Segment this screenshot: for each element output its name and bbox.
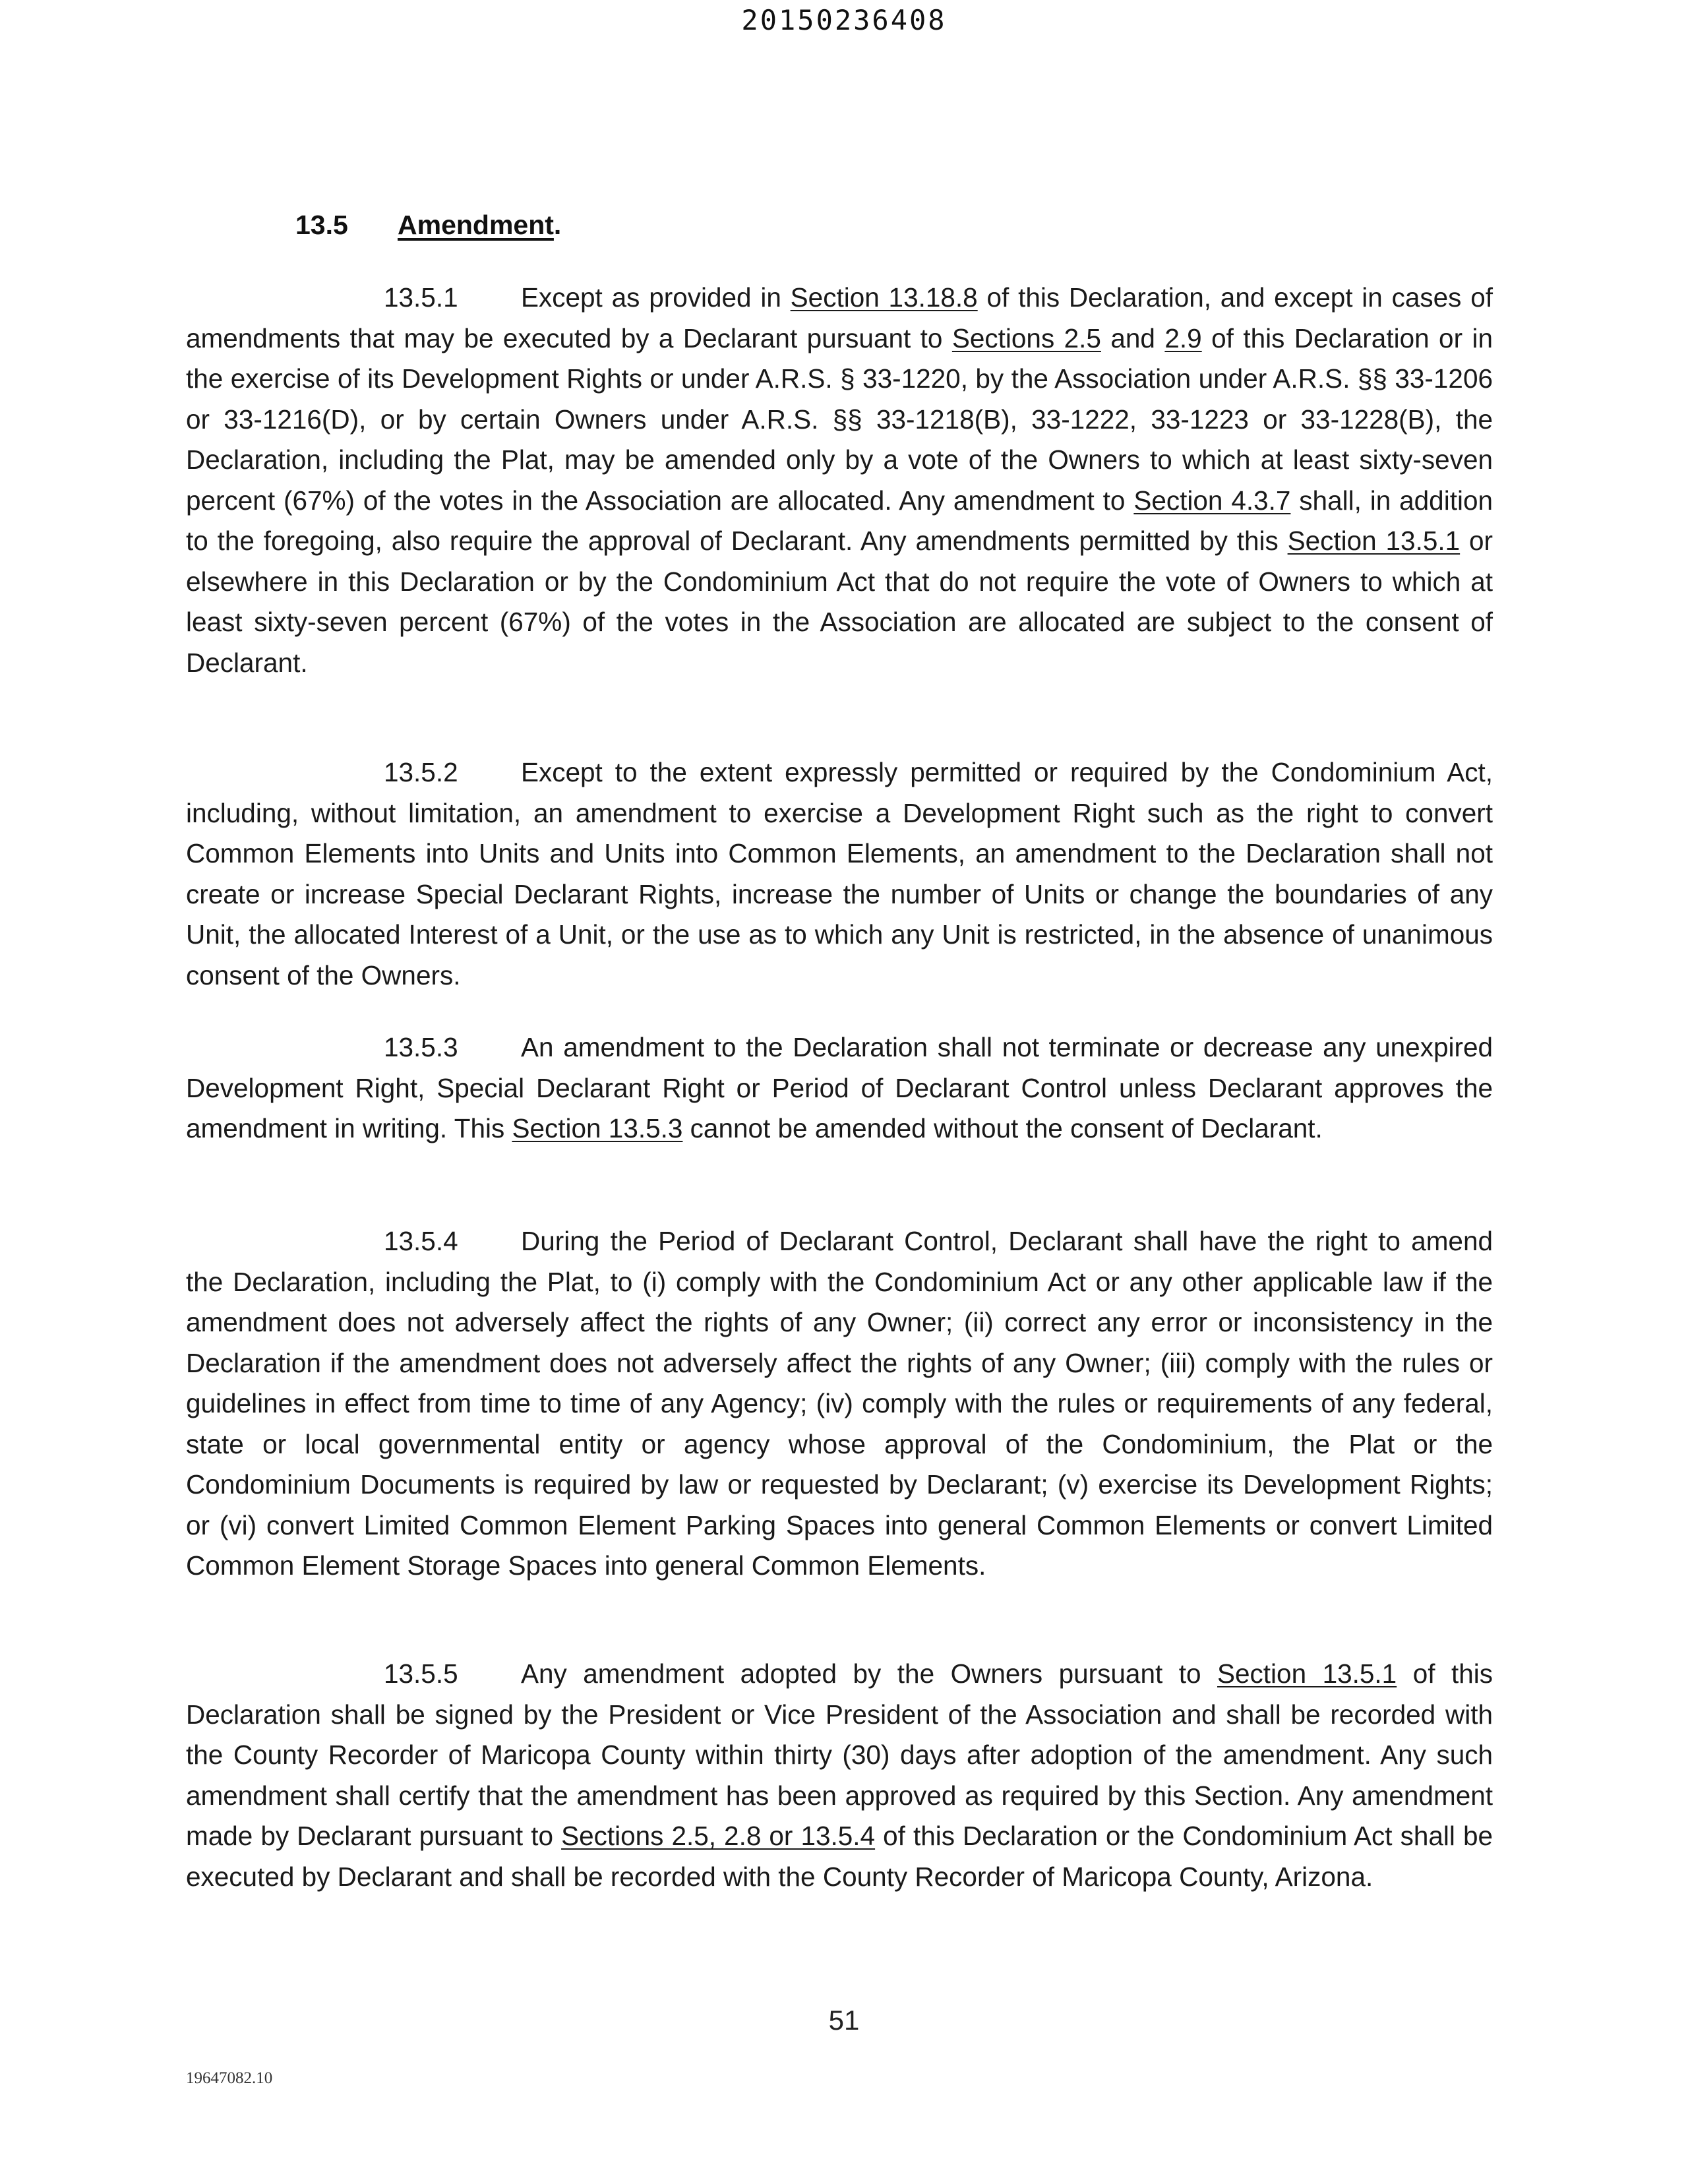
paragraph-number: 13.5.4	[384, 1226, 458, 1256]
paragraph-text: Except to the extent expressly permitted or required by the Condominium Act, including, without limitation, an amendment to exercise a Development Right such as the right to convert Common Elements into Units and Units into Common Elements, an amendment to the Declaration shall not create or increase Special Declarant Rights, increase the number of Units or change the boundaries of any Unit, the allocated Interest of a Unit, or the use as to which any Unit is restricted, in the absence of unanimous consent of the Owners.	[186, 757, 1493, 990]
paragraph-text: Except as provided in	[521, 282, 791, 313]
paragraph-13-5-5	[186, 1654, 1493, 1897]
paragraph-13-5-1	[186, 278, 1493, 683]
paragraph-text: or elsewhere in this Declaration or by the Condominium Act that do not require the vote of Owners to which at least sixty-seven percent (67%) of the votes in the Association are allocated are subject to the consent of Declarant.	[186, 526, 1493, 678]
paragraph-text: of this Declaration or in the exercise of its Development Rights or under A.R.S. § 33-1220, by the Association under A.R.S. §§ 33-1206 or 33-1216(D), or by certain Owners under A.R.S. §§ 33-1218(B), 33-1222, 33-1223 or 33-1228(B), the Declaration, including the Plat, may be amended only by a vote of the Owners to which at least sixty-seven percent (67%) of the votes in the Association are allocated. Any amendment to	[186, 322, 1493, 516]
section-title: Amendment	[398, 210, 554, 240]
section-reference: Section 13.5.1	[1287, 526, 1461, 556]
section-reference: 2.9	[1164, 322, 1202, 353]
paragraph-number: 13.5.1	[384, 282, 458, 313]
paragraph-text: of this Declaration, and except in cases of amendments that may be executed by a Declarant pursuant to	[186, 282, 1493, 353]
paragraph-number: 13.5.3	[384, 1032, 458, 1062]
paragraph-13-5-2	[186, 752, 1493, 996]
section-reference: Sections 2.5	[951, 322, 1101, 353]
paragraph-text: An amendment to the Declaration shall not terminate or decrease any unexpired Development Right, Special Declarant Right or Period of Declarant Control unless Declarant approves the amendment in writing. This	[186, 1032, 1493, 1143]
paragraph-text: During the Period of Declarant Control, Declarant shall have the right to amend the Declaration, including the Plat, to (i) comply with the Condominium Act or any other applicable law if the amendment does not adversely affect the rights of any Owner; (ii) correct any error or inconsistency in the Declaration if the amendment does not adversely affect the rights of any Owner; (iii) comply with the rules or guidelines in effect from time to time of any Agency; (iv) comply with the rules or requirements of any federal, state or local governmental entity or agency whose approval of the Condominium, the Plat or the Condominium Documents is required by law or requested by Declarant; (v) exercise its Development Rights; or (vi) convert Limited Common Element Parking Spaces into general Common Elements or convert Limited Common Element Storage Spaces into general Common Elements.	[186, 1226, 1493, 1581]
paragraph-text: cannot be amended without the consent of Declarant.	[682, 1113, 1323, 1143]
page-number: 51	[828, 2005, 860, 2036]
paragraph-text: of this Declaration or the Condominium Act shall be executed by Declarant and shall be recorded with the County Recorder of Maricopa County, Arizona.	[186, 1821, 1493, 1892]
section-reference: Section 13.5.3	[512, 1113, 683, 1143]
recording-number: 20150236408	[741, 4, 947, 36]
paragraph-text: shall, in addition to the foregoing, also require the approval of Declarant. Any amendments permitted by this	[186, 485, 1493, 556]
section-reference: Section 4.3.7	[1133, 485, 1291, 516]
paragraph-number: 13.5.5	[384, 1658, 458, 1689]
paragraph-text: and	[1100, 322, 1165, 353]
section-reference: Sections 2.5, 2.8 or 13.5.4	[561, 1821, 876, 1851]
section-reference: Section 13.5.1	[1217, 1658, 1397, 1689]
section-reference: Section 13.18.8	[790, 282, 978, 313]
document-code: 19647082.10	[186, 2069, 273, 2087]
section-heading	[295, 210, 561, 241]
paragraph-13-5-3	[186, 1027, 1493, 1149]
section-number: 13.5	[295, 210, 348, 240]
section-title-period: .	[553, 210, 562, 240]
paragraph-text: of this Declaration shall be signed by the President or Vice President of the Association and shall be recorded with the County Recorder of Maricopa County within thirty (30) days after adoption of the amendment. Any such amendment shall certify that the amendment has been approved as required by this Section. Any amendment made by Declarant pursuant to	[186, 1658, 1493, 1851]
paragraph-13-5-4	[186, 1221, 1493, 1587]
paragraph-number: 13.5.2	[384, 757, 458, 787]
paragraph-text: Any amendment adopted by the Owners pursuant to	[521, 1658, 1218, 1689]
